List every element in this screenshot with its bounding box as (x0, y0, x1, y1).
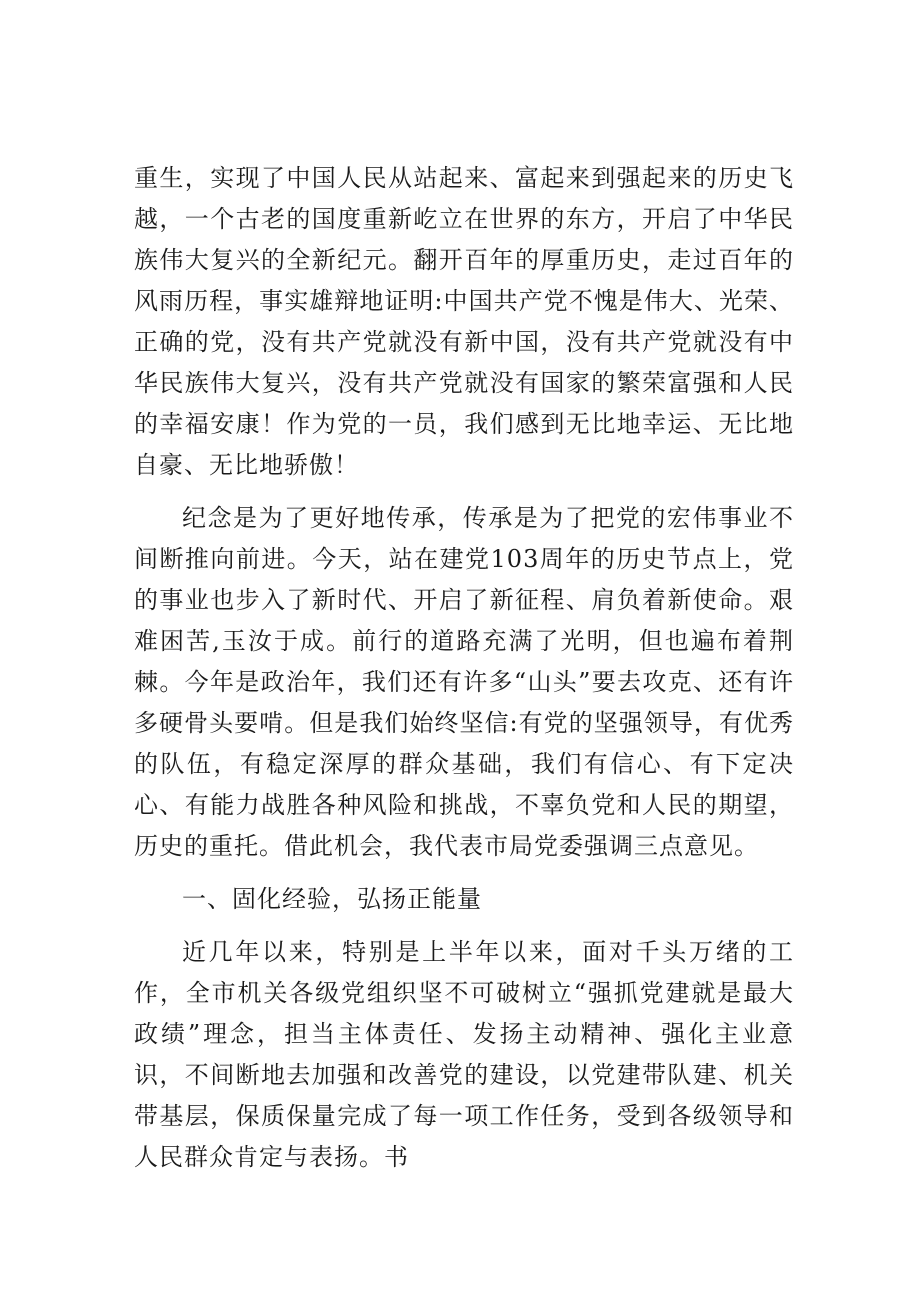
document-body (134, 158, 794, 1190)
paragraph-experience: 近几年以来，特别是上半年以来，面对千头万绪的工作，全市机关各级党组织坚不可破树立“强抓党建就是最大政绩”理念，担当主体责任、发扬主动精神、强化主业意识，不间断地去加强和改善党的建设，以党建带队建、机关带基层，保质保量完成了每一项工作任务，受到各级领导和人民群众肯定与表扬。书 (134, 938, 794, 1171)
paragraph-history: 重生，实现了中国人民从站起来、富起来到强起来的历史飞越，一个古老的国度重新屹立在世界的东方，开启了中华民族伟大复兴的全新纪元。翻开百年的厚重历史，走过百年的风雨历程，事实雄辩地证明:中国共产党不愧是伟大、光荣、正确的党，没有共产党就没有新中国，没有共产党就没有中华民族伟大复兴，没有共产党就没有国家的繁荣富强和人民的幸福安康！作为党的一员，我们感到无比地幸运、无比地自豪、无比地骄傲！ (134, 164, 794, 479)
section-heading-1: 一、固化经验，弘扬正能量 (182, 885, 482, 913)
paragraph-inheritance: 纪念是为了更好地传承，传承是为了把党的宏伟事业不间断推向前进。今天，站在建党103周年的历史节点上，党的事业也步入了新时代、开启了新征程、肩负着新使命。艰难困苦,玉汝于成。前行的道路充满了光明，但也遍布着荆棘。今年是政治年，我们还有许多“山头”要去攻克、还有许多硬骨头要啃。但是我们始终坚信:有党的坚强领导，有优秀的队伍，有稳定深厚的群众基础，我们有信心、有下定决心、有能力战胜各种风险和挑战，不辜负党和人民的期望，历史的重托。借此机会，我代表市局党委强调三点意见。 (134, 504, 794, 860)
